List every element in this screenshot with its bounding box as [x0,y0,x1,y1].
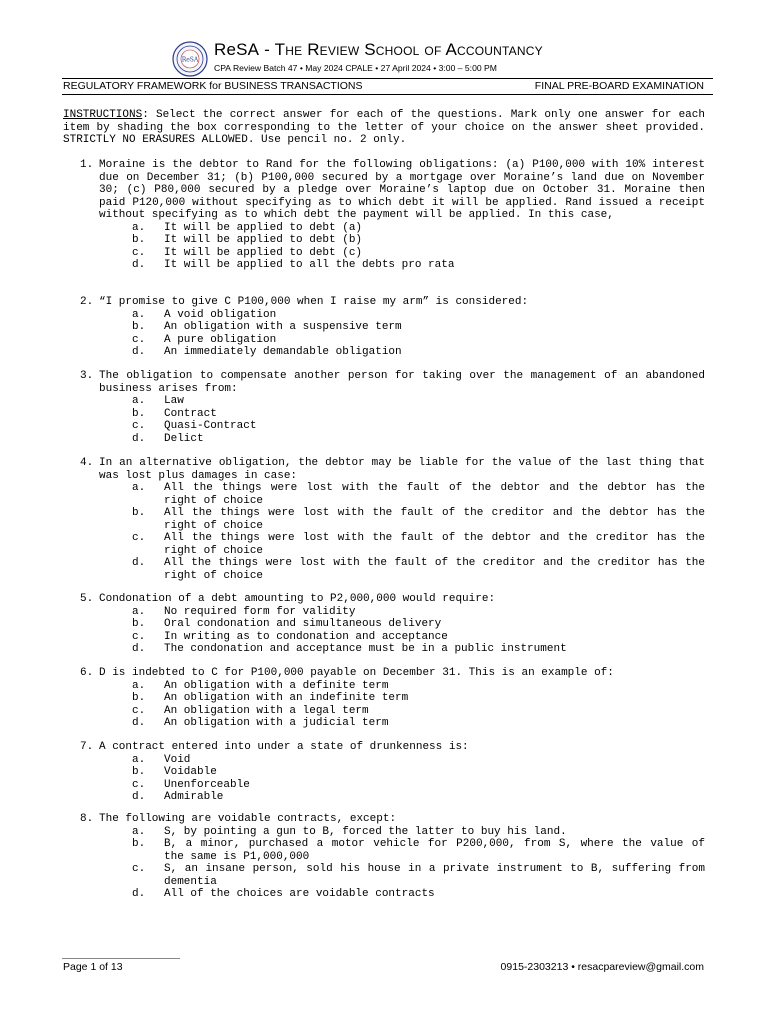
choice-letter: b. [132,766,146,778]
choice-text: Quasi-Contract [164,420,257,432]
choice-letter: d. [132,259,146,271]
choice-item [80,557,705,582]
choice-text: All the things were lost with the fault of the creditor and the creditor has the right of choice [164,557,705,582]
header-rule-bottom [62,94,713,95]
logo-lettering: ReSA [181,56,199,64]
choice-text: An obligation with a definite term [164,679,389,692]
question-3 [80,370,705,445]
choice-letter: c. [132,532,146,544]
choice-item [80,408,705,421]
question-number: 1. [80,159,94,171]
question-5 [80,593,705,656]
choice-text: Admirable [164,791,224,803]
choice-item [80,888,705,901]
choice-letter: b. [132,838,146,850]
choice-item [80,420,705,433]
choice-text: An obligation with a legal term [164,704,369,717]
question-stem: “I promise to give C P100,000 when I raise my arm” is considered: [99,296,529,308]
question-8 [80,813,705,901]
choice-letter: d. [132,346,146,358]
instructions [63,109,705,147]
choice-text: An obligation with a suspensive term [164,321,402,333]
choice-letter: d. [132,432,146,445]
question-number: 8. [80,813,94,825]
choice-letter: a. [132,825,146,838]
choice-letter: d. [132,888,146,900]
question-number: 2. [80,296,94,308]
choice-item [80,259,705,272]
choice-letter: c. [132,863,146,875]
choice-letter: a. [132,679,146,692]
choice-text: Void [164,753,191,766]
choice-item [80,507,705,532]
choice-item [80,643,705,656]
choice-text: The condonation and acceptance must be in a public instrument [164,643,567,655]
choice-text: Delict [164,432,204,445]
question-stem: The obligation to compensate another person for taking over the management of an abandoned business arises from: [99,370,705,395]
question-number: 4. [80,457,94,469]
choice-letter: a. [132,221,146,234]
question-stem: Condonation of a debt amounting to P2,000,000 would require: [99,593,496,605]
brand-tagline: - The Review School of Accountancy [259,40,543,59]
choice-text: A void obligation [164,308,277,321]
question-6 [80,667,705,730]
choice-item [80,717,705,730]
choice-list [80,395,705,445]
choice-list [80,309,705,359]
choice-text: Oral condonation and simultaneous delivery [164,618,442,630]
choice-letter: b. [132,692,146,704]
choice-item [80,606,705,619]
choice-item [80,826,705,839]
choice-text: Unenforceable [164,778,250,791]
header-rule-top [62,78,713,79]
choice-item [80,247,705,260]
choice-letter: c. [132,246,146,259]
choice-list [80,222,705,272]
choice-item [80,334,705,347]
question-stem: D is indebted to C for P100,000 payable on December 31. This is an example of: [99,667,614,679]
choice-text: B, a minor, purchased a motor vehicle for P200,000, from S, where the value of the same is P1,000,000 [164,838,705,863]
choice-list [80,826,705,901]
choice-text: It will be applied to all the debts pro rata [164,259,455,271]
choice-letter: b. [132,321,146,333]
choice-item [80,692,705,705]
choice-list [80,754,705,804]
question-stem: A contract entered into under a state of drunkenness is: [99,741,469,753]
choice-letter: a. [132,395,146,407]
choice-text: No required form for validity [164,605,356,618]
choice-letter: c. [132,420,146,432]
choice-item [80,532,705,557]
question-stem: Moraine is the debtor to Rand for the following obligations: (a) P100,000 with 10% interest due on December 31; (b) P100,000 secured by a mortgage over Moraine’s land due on November 30; (c) P80,000 secured by a pledge over Moraine’s laptop due on October 31. Moraine then paid P120,000 without specifying as to which debt it will be applied. Rand issued a receipt without specifying as to which debt the payment will be applied. In this case, [99,159,705,221]
choice-text: S, by pointing a gun to B, forced the latter to buy his land. [164,825,567,838]
choice-letter: b. [132,618,146,630]
choice-text: S, an insane person, sold his house in a private instrument to B, suffering from dementia [164,863,705,888]
question-number: 3. [80,370,94,382]
question-4 [80,457,705,582]
choice-text: All the things were lost with the fault of the creditor and the debtor has the right of choice [164,507,705,532]
choice-letter: c. [132,333,146,346]
choice-item [80,234,705,247]
choice-text: It will be applied to debt (a) [164,221,363,234]
choice-letter: d. [132,717,146,729]
choice-letter: d. [132,791,146,803]
choice-letter: d. [132,557,146,569]
question-number: 7. [80,741,94,753]
choice-item [80,791,705,804]
choice-item [80,705,705,718]
choice-letter: d. [132,643,146,655]
choice-item [80,321,705,334]
choice-text: All of the choices are voidable contracts [164,888,435,900]
choice-item [80,395,705,408]
choice-letter: a. [132,308,146,321]
choice-letter: b. [132,407,146,420]
choice-text: In writing as to condonation and acceptance [164,630,448,643]
choice-item [80,631,705,644]
question-stem: In an alternative obligation, the debtor may be liable for the value of the last thing that was lost plus damages in case: [99,457,705,482]
choice-item [80,680,705,693]
page-number: Page 1 of 13 [63,961,123,973]
choice-item [80,433,705,446]
question-7 [80,741,705,804]
school-name [214,40,543,60]
choice-letter: b. [132,234,146,246]
instructions-text: : Select the correct answer for each of the questions. Mark only one answer for each item by shading the box corresponding to the letter of your choice on the answer sheet provided. STRICTLY NO ERASURES ALLOWED. Use pencil no. 2 only. [63,109,705,146]
choice-item [80,222,705,235]
question-number: 5. [80,593,94,605]
choice-letter: a. [132,753,146,766]
choice-list [80,680,705,730]
footer-rule [62,958,180,959]
choice-text: It will be applied to debt (c) [164,246,363,259]
choice-text: An obligation with a judicial term [164,717,389,729]
choice-text: It will be applied to debt (b) [164,234,363,246]
choice-item [80,754,705,767]
subject-title: REGULATORY FRAMEWORK for BUSINESS TRANSACTIONS [63,80,363,92]
choice-item [80,766,705,779]
choice-item [80,346,705,359]
choice-text: An immediately demandable obligation [164,346,402,358]
choice-letter: a. [132,605,146,618]
choice-text: All the things were lost with the fault of the debtor and the creditor has the right of choice [164,532,705,557]
choice-text: Voidable [164,766,217,778]
choice-letter: b. [132,507,146,519]
choice-item [80,863,705,888]
contact-info: 0915-2303213 • resacpareview@gmail.com [500,961,704,973]
choice-letter: c. [132,778,146,791]
choice-list [80,482,705,582]
choice-text: All the things were lost with the fault of the debtor and the debtor has the right of choice [164,482,705,507]
question-2 [80,296,705,359]
choice-text: Law [164,395,184,407]
question-1 [80,159,705,272]
exam-title: FINAL PRE-BOARD EXAMINATION [534,80,704,92]
brand-name: ReSA [214,40,260,59]
choice-letter: a. [132,482,146,494]
choice-item [80,838,705,863]
choice-list [80,606,705,656]
choice-text: Contract [164,407,217,420]
choice-text: A pure obligation [164,333,277,346]
choice-item [80,309,705,322]
question-stem: The following are voidable contracts, except: [99,813,397,825]
resa-seal-logo [172,41,208,77]
question-number: 6. [80,667,94,679]
choice-item [80,482,705,507]
choice-text: An obligation with an indefinite term [164,692,409,704]
choice-item [80,618,705,631]
choice-item [80,779,705,792]
choice-letter: c. [132,630,146,643]
choice-letter: c. [132,704,146,717]
exam-details: CPA Review Batch 47 • May 2024 CPALE • 27 April 2024 • 3:00 – 5:00 PM [214,63,497,73]
instructions-label: INSTRUCTIONS [63,109,143,121]
